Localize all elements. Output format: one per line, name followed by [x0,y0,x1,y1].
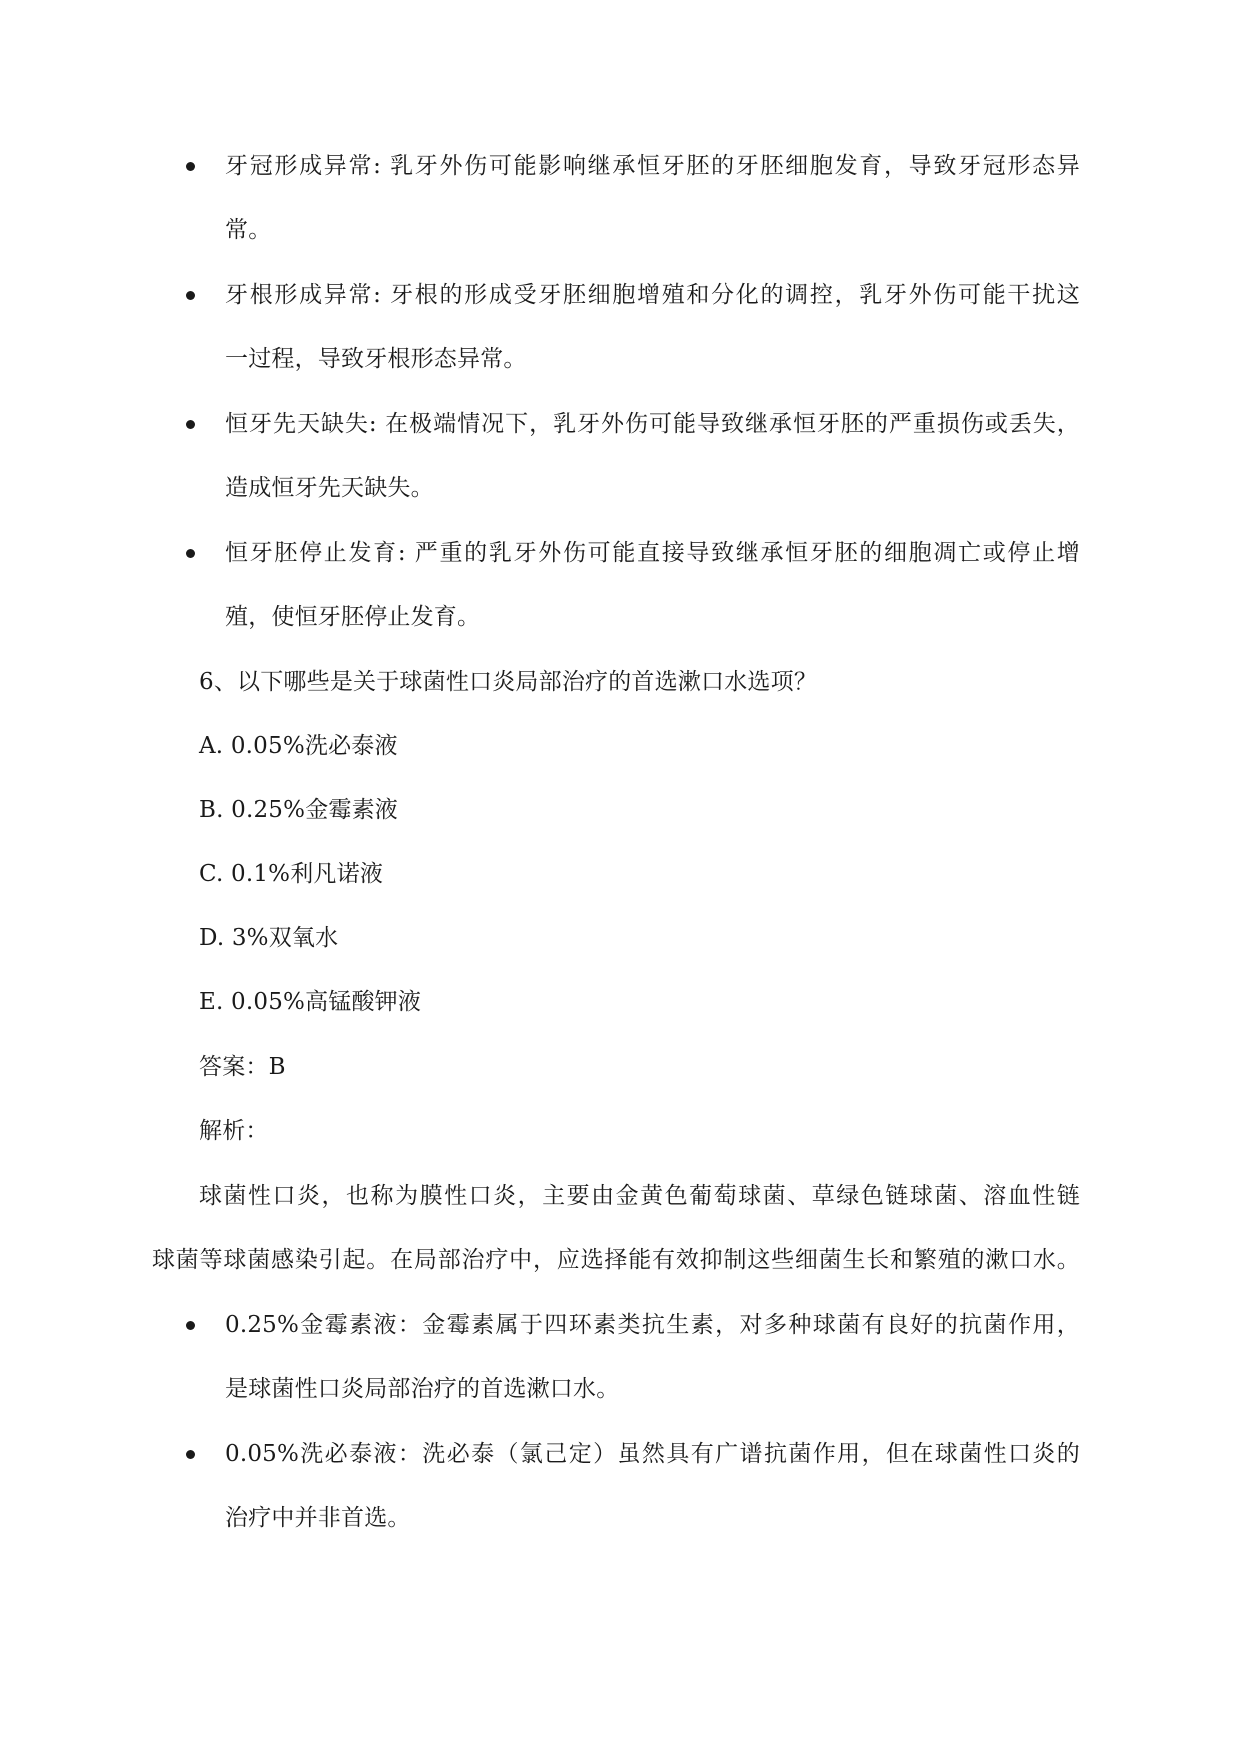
option-b: B. 0.25%金霉素液 [199,797,398,823]
option-a: A. 0.05%洗必泰液 [199,733,398,759]
bullet-text-line2: 一过程，导致牙根形态异常。 [225,346,527,372]
paragraph-line1: 球菌性口炎，也称为膜性口炎，主要由金黄色葡萄球菌、草绿色链球菌、溶血性链 [199,1183,1080,1209]
bullet-text-line1: 恒牙先天缺失: 在极端情况下，乳牙外伤可能导致继承恒牙胚的严重损伤或丢失， [225,411,1080,437]
analysis-label: 解析： [199,1118,269,1144]
bullet-text-line1: 0.05%洗必泰液：洗必泰（氯己定）虽然具有广谱抗菌作用，但在球菌性口炎的 [225,1441,1080,1467]
bullet-text-line1: 0.25%金霉素液：金霉素属于四环素类抗生素，对多种球菌有良好的抗菌作用， [225,1312,1080,1338]
bullet-text-line2: 常。 [225,217,272,243]
bullet-text-line2: 造成恒牙先天缺失。 [225,475,434,501]
bullet-text-line2: 治疗中并非首选。 [225,1505,411,1531]
bullet-text-line2: 是球菌性口炎局部治疗的首选漱口水。 [225,1376,620,1402]
bullet-dot-icon [186,291,195,300]
paragraph-line2: 球菌等球菌感染引起。在局部治疗中，应选择能有效抑制这些细菌生长和繁殖的漱口水。 [152,1247,1080,1273]
option-c: C. 0.1%利凡诺液 [199,861,384,887]
bullet-dot-icon [186,1450,195,1459]
bullet-text-line1: 恒牙胚停止发育: 严重的乳牙外伤可能直接导致继承恒牙胚的细胞凋亡或停止增 [225,540,1080,566]
question-text: 6、以下哪些是关于球菌性口炎局部治疗的首选漱口水选项？ [199,669,818,695]
bullet-dot-icon [186,420,195,429]
option-d: D. 3%双氧水 [199,925,339,951]
bullet-dot-icon [186,549,195,558]
answer-text: 答案：B [199,1054,286,1080]
bullet-text-line2: 殖，使恒牙胚停止发育。 [225,604,481,630]
option-e: E. 0.05%高锰酸钾液 [199,989,422,1015]
bullet-text-line1: 牙根形成异常: 牙根的形成受牙胚细胞增殖和分化的调控，乳牙外伤可能干扰这 [225,282,1080,308]
bullet-dot-icon [186,1321,195,1330]
bullet-text-line1: 牙冠形成异常: 乳牙外伤可能影响继承恒牙胚的牙胚细胞发育，导致牙冠形态异 [225,153,1080,179]
bullet-dot-icon [186,162,195,171]
